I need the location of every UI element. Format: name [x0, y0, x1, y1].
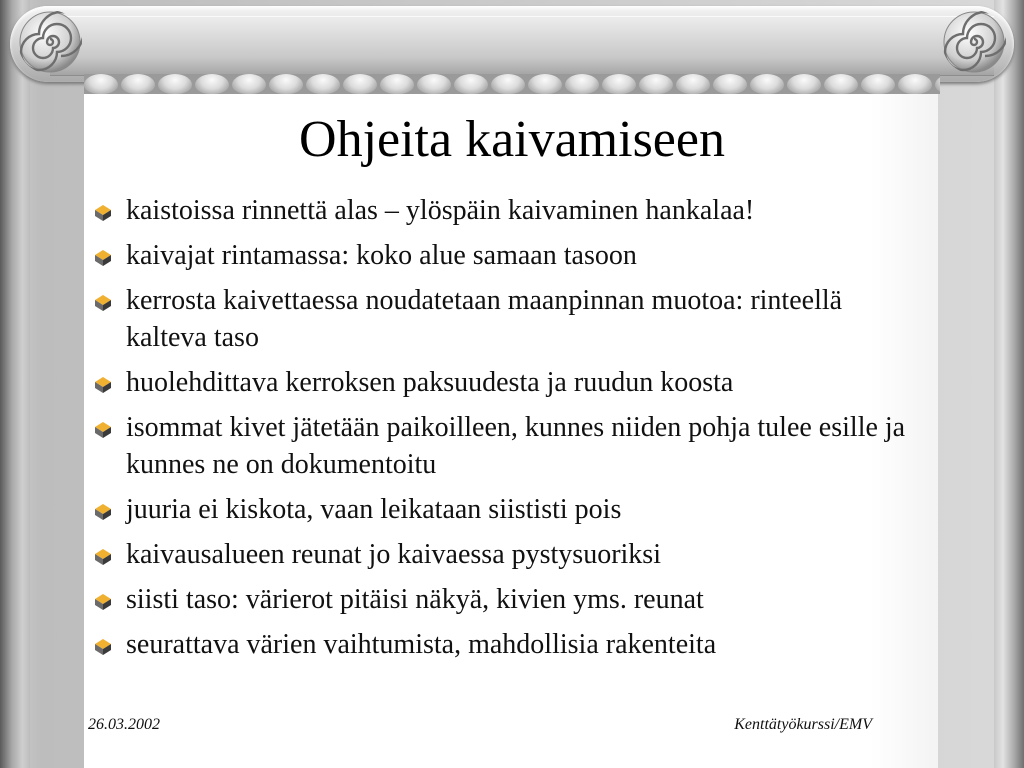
spiral-volute-icon [18, 10, 82, 74]
molding-egg [639, 74, 673, 94]
molding-egg [676, 74, 710, 94]
molding-egg [121, 74, 155, 94]
list-item [88, 409, 908, 483]
column-capital [10, 6, 1014, 82]
list-item [88, 192, 908, 229]
bullet-text: seurattava värien vaihtumista, mahdollisia rakenteita [126, 629, 717, 660]
bullet-text: kerrosta kaivettaessa noudatetaan maanpinnan muotoa: rinteellä kalteva taso [126, 285, 843, 353]
diamond-bullet-icon [94, 593, 112, 611]
bullet-text: kaivausalueen reunat jo kaivaessa pystysuoriksi [126, 539, 661, 570]
molding-egg [824, 74, 858, 94]
molding-egg [565, 74, 599, 94]
capital-band [50, 16, 994, 76]
diamond-bullet-icon [94, 503, 112, 521]
molding-egg [343, 74, 377, 94]
molding-egg [417, 74, 451, 94]
egg-and-dart-molding [84, 74, 940, 94]
bullet-text: huolehdittava kerroksen paksuudesta ja ruudun koosta [126, 367, 734, 398]
molding-egg [898, 74, 932, 94]
list-item [88, 581, 908, 618]
molding-egg [713, 74, 747, 94]
molding-egg [861, 74, 895, 94]
molding-egg [195, 74, 229, 94]
diamond-bullet-icon [94, 548, 112, 566]
molding-egg [787, 74, 821, 94]
diamond-bullet-icon [94, 249, 112, 267]
molding-egg [158, 74, 192, 94]
bullet-text: isommat kivet jätetään paikoilleen, kunnes niiden pohja tulee esille ja kunnes ne on dokumentoitu [126, 412, 906, 480]
list-item [88, 626, 908, 663]
slide-title: Ohjeita kaivamiseen [299, 111, 725, 168]
bullet-text: siisti taso: värierot pitäisi näkyä, kivien yms. reunat [126, 584, 704, 615]
molding-egg [528, 74, 562, 94]
list-item [88, 282, 908, 356]
footer-date: 26.03.2002 [88, 716, 160, 733]
bullet-list [88, 192, 908, 671]
molding-egg [454, 74, 488, 94]
diamond-bullet-icon [94, 421, 112, 439]
molding-egg [84, 74, 118, 94]
molding-egg [380, 74, 414, 94]
molding-egg [602, 74, 636, 94]
diamond-bullet-icon [94, 294, 112, 312]
molding-egg [232, 74, 266, 94]
list-item [88, 364, 908, 401]
molding-egg [306, 74, 340, 94]
diamond-bullet-icon [94, 204, 112, 222]
bullet-text: juuria ei kiskota, vaan leikataan siististi pois [126, 494, 622, 525]
molding-egg [750, 74, 784, 94]
bullet-text: kaivajat rintamassa: koko alue samaan tasoon [126, 240, 637, 271]
diamond-bullet-icon [94, 638, 112, 656]
diamond-bullet-icon [94, 376, 112, 394]
molding-egg [269, 74, 303, 94]
molding-egg [491, 74, 525, 94]
list-item [88, 536, 908, 573]
footer-course: Kenttätyökurssi/EMV [734, 716, 872, 733]
list-item [88, 491, 908, 528]
list-item [88, 237, 908, 274]
spiral-volute-icon [942, 10, 1006, 74]
molding-egg [935, 74, 940, 94]
bullet-text: kaistoissa rinnettä alas – ylöspäin kaivaminen hankalaa! [126, 195, 755, 226]
